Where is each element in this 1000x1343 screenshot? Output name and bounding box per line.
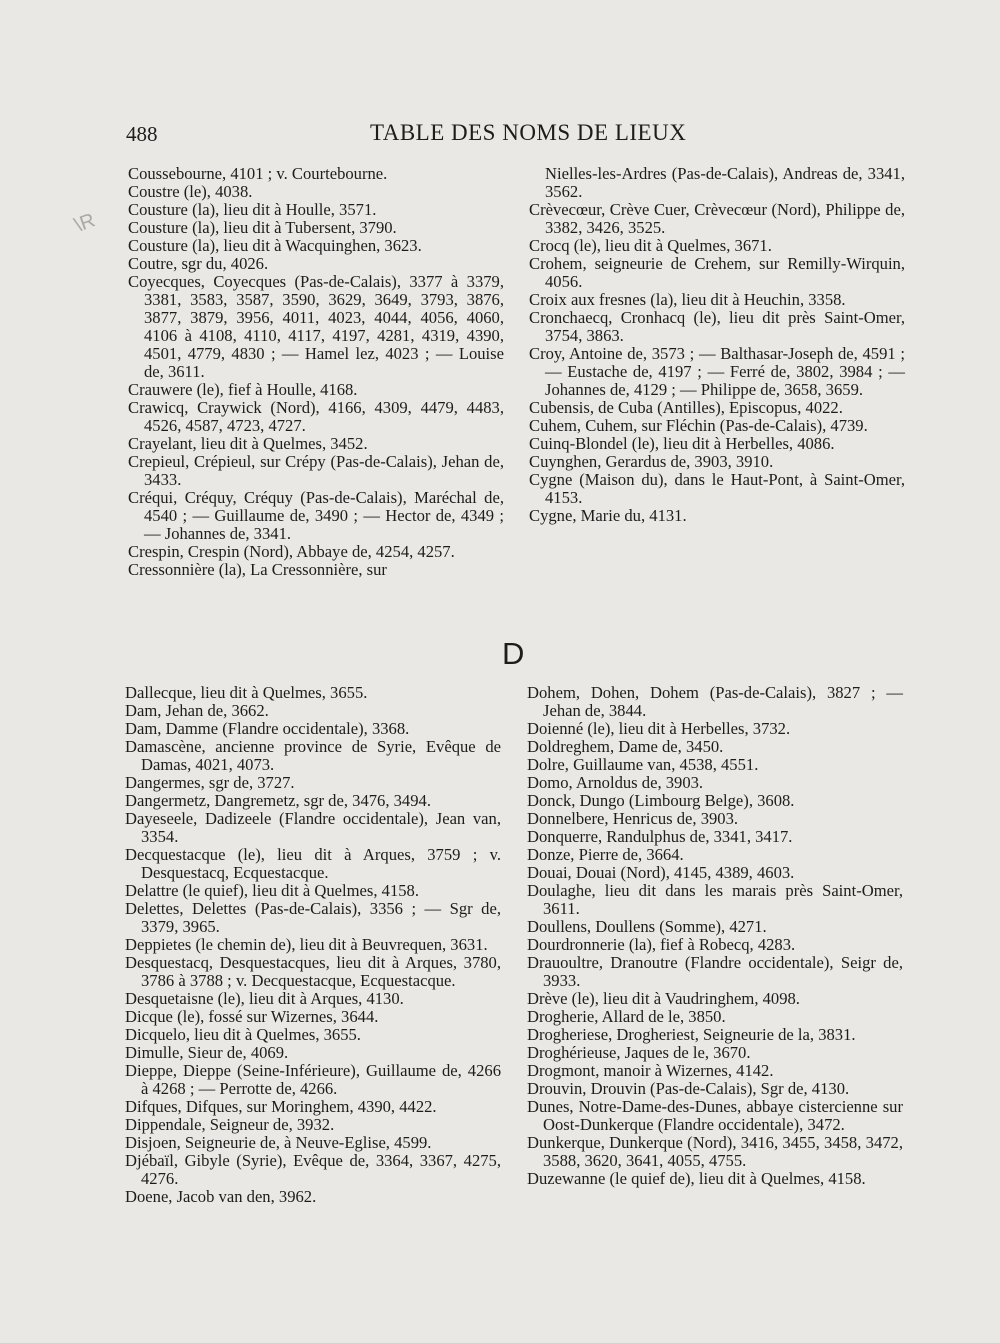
index-entry: Coussebourne, 4101 ; v. Courtebourne.	[128, 164, 388, 183]
index-entry: Crayelant, lieu dit à Quelmes, 3452.	[128, 434, 368, 453]
index-entry: Croix aux fresnes (la), lieu dit à Heuchin, 3358.	[529, 290, 846, 309]
page-number: 488	[126, 122, 158, 146]
index-entry: Cronchaecq, Cronhacq (le), lieu dit près Saint-Omer, 3754, 3863.	[529, 308, 905, 345]
index-entry: Cubensis, de Cuba (Antilles), Episcopus, 4022.	[529, 398, 843, 417]
index-entry: Drogherie, Allard de le, 3850.	[527, 1007, 726, 1026]
index-entry: Doulaghe, lieu dit dans les marais près Saint-Omer, 3611.	[527, 881, 903, 918]
index-entry: Dallecque, lieu dit à Quelmes, 3655.	[125, 683, 368, 702]
index-entry: Desquetaisne (le), lieu dit à Arques, 4130.	[125, 989, 404, 1008]
index-entry: Dicquelo, lieu dit à Quelmes, 3655.	[125, 1025, 361, 1044]
index-entry: Doldreghem, Dame de, 3450.	[527, 737, 724, 756]
index-entry: Dicque (le), fossé sur Wizernes, 3644.	[125, 1007, 379, 1026]
index-entry: Donquerre, Randulphus de, 3341, 3417.	[527, 827, 793, 846]
index-entry: Dangermetz, Dangremetz, sgr de, 3476, 3494.	[125, 791, 431, 810]
index-entry: Cygne, Marie du, 4131.	[529, 506, 687, 525]
index-entry: Doullens, Doullens (Somme), 4271.	[527, 917, 767, 936]
index-entry: Croy, Antoine de, 3573 ; — Balthasar-Joseph de, 4591 ; — Eustache de, 4197 ; — Ferré de, 3802, 3984 ; — Johannes de, 4129 ; — Philippe de, 3658, 3659.	[529, 344, 905, 399]
index-entry: Disjoen, Seigneurie de, à Neuve-Eglise, 4599.	[125, 1133, 432, 1152]
index-entry: Doienné (le), lieu dit à Herbelles, 3732.	[527, 719, 791, 738]
index-entry: Dimulle, Sieur de, 4069.	[125, 1043, 289, 1062]
index-entry: Dayeseele, Dadizeele (Flandre occidentale), Jean van, 3354.	[125, 809, 501, 846]
index-entry: Crèvecœur, Crève Cuer, Crèvecœur (Nord), Philippe de, 3382, 3426, 3525.	[529, 200, 905, 237]
column-d-right	[527, 684, 903, 1188]
index-entry: Coustre (le), 4038.	[128, 182, 253, 201]
index-entry: Domo, Arnoldus de, 3903.	[527, 773, 704, 792]
column-c-left	[128, 165, 504, 579]
index-entry: Crepieul, Crépieul, sur Crépy (Pas-de-Calais), Jehan de, 3433.	[128, 452, 504, 489]
index-entry: Djébaïl, Gibyle (Syrie), Evêque de, 3364, 3367, 4275, 4276.	[125, 1151, 501, 1188]
index-entry: Cygne (Maison du), dans le Haut-Pont, à Saint-Omer, 4153.	[529, 470, 905, 507]
index-entry: Donze, Pierre de, 3664.	[527, 845, 684, 864]
index-entry: Droghérieuse, Jaques de le, 3670.	[527, 1043, 751, 1062]
margin-pencil-note: \R	[71, 209, 98, 237]
index-entry: Dam, Damme (Flandre occidentale), 3368.	[125, 719, 410, 738]
index-entry: Dippendale, Seigneur de, 3932.	[125, 1115, 335, 1134]
section-letter-heading: D	[502, 636, 525, 671]
index-entry: Drogmont, manoir à Wizernes, 4142.	[527, 1061, 774, 1080]
index-entry: Damascène, ancienne province de Syrie, Evêque de Damas, 4021, 4073.	[125, 737, 501, 774]
index-entry: Drève (le), lieu dit à Vaudringhem, 4098.	[527, 989, 800, 1008]
index-entry: Decquestacque (le), lieu dit à Arques, 3759 ; v. Desquestacq, Ecquestacque.	[125, 845, 501, 882]
index-entry: Cuinq-Blondel (le), lieu dit à Herbelles, 4086.	[529, 434, 835, 453]
index-entry: Delattre (le quief), lieu dit à Quelmes, 4158.	[125, 881, 419, 900]
index-entry: Dourdronnerie (la), fief à Robecq, 4283.	[527, 935, 796, 954]
index-entry: Delettes, Delettes (Pas-de-Calais), 3356 ; — Sgr de, 3379, 3965.	[125, 899, 501, 936]
index-entry: Crespin, Crespin (Nord), Abbaye de, 4254, 4257.	[128, 542, 455, 561]
index-entry: Crauwere (le), fief à Houlle, 4168.	[128, 380, 358, 399]
index-entry: Donnelbere, Henricus de, 3903.	[527, 809, 739, 828]
index-entry: Crawicq, Craywick (Nord), 4166, 4309, 4479, 4483, 4526, 4587, 4723, 4727.	[128, 398, 504, 435]
index-entry: Deppietes (le chemin de), lieu dit à Beuvrequen, 3631.	[125, 935, 488, 954]
index-entry: Cousture (la), lieu dit à Houlle, 3571.	[128, 200, 377, 219]
index-entry: Drogheriese, Drogheriest, Seigneurie de la, 3831.	[527, 1025, 856, 1044]
index-entry: Drauoultre, Dranoutre (Flandre occidentale), Seigr de, 3933.	[527, 953, 903, 990]
index-entry: Duzewanne (le quief de), lieu dit à Quelmes, 4158.	[527, 1169, 866, 1188]
index-entry-continued: Nielles-les-Ardres (Pas-de-Calais), Andreas de, 3341, 3562.	[545, 164, 905, 201]
index-entry: Coyecques, Coyecques (Pas-de-Calais), 3377 à 3379, 3381, 3583, 3587, 3590, 3629, 3649, 3793, 3876, 3877, 3879, 3956, 4011, 4023, 4044, 4056, 4060, 4106 à 4108, 4110, 4117, 4197, 4281, 4319, 4390, 4501, 4779, 4830 ; — Hamel lez, 4023 ; — Louise de, 3611.	[128, 272, 504, 381]
index-entry: Cousture (la), lieu dit à Wacquinghen, 3623.	[128, 236, 422, 255]
index-entry: Dolre, Guillaume van, 4538, 4551.	[527, 755, 759, 774]
index-entry: Dangermes, sgr de, 3727.	[125, 773, 295, 792]
index-entry: Coutre, sgr du, 4026.	[128, 254, 269, 273]
index-entry: Douai, Douai (Nord), 4145, 4389, 4603.	[527, 863, 795, 882]
index-entry: Cuhem, Cuhem, sur Fléchin (Pas-de-Calais), 4739.	[529, 416, 868, 435]
index-entry: Doene, Jacob van den, 3962.	[125, 1187, 317, 1206]
index-entry: Cousture (la), lieu dit à Tubersent, 3790.	[128, 218, 397, 237]
index-entry: Crocq (le), lieu dit à Quelmes, 3671.	[529, 236, 772, 255]
index-entry: Dohem, Dohen, Dohem (Pas-de-Calais), 3827 ; — Jehan de, 3844.	[527, 683, 903, 720]
index-entry: Donck, Dungo (Limbourg Belge), 3608.	[527, 791, 795, 810]
index-entry: Difques, Difques, sur Moringhem, 4390, 4422.	[125, 1097, 437, 1116]
index-entry: Dunkerque, Dunkerque (Nord), 3416, 3455, 3458, 3472, 3588, 3620, 3641, 4055, 4755.	[527, 1133, 903, 1170]
index-entry: Drouvin, Drouvin (Pas-de-Calais), Sgr de, 4130.	[527, 1079, 850, 1098]
column-d-left	[125, 684, 501, 1206]
index-entry: Cressonnière (la), La Cressonnière, sur	[128, 560, 387, 579]
column-c-right	[529, 165, 905, 525]
running-title: TABLE DES NOMS DE LIEUX	[370, 120, 687, 145]
index-entry: Créqui, Créquy, Créquy (Pas-de-Calais), Maréchal de, 4540 ; — Guillaume de, 3490 ; — Hector de, 4349 ; — Johannes de, 3341.	[128, 488, 504, 543]
index-entry: Cuynghen, Gerardus de, 3903, 3910.	[529, 452, 774, 471]
index-entry: Dam, Jehan de, 3662.	[125, 701, 269, 720]
index-entry: Crohem, seigneurie de Crehem, sur Remilly-Wirquin, 4056.	[529, 254, 905, 291]
index-entry: Dunes, Notre-Dame-des-Dunes, abbaye cistercienne sur Oost-Dunkerque (Flandre occidentale), 3472.	[527, 1097, 903, 1134]
index-entry: Dieppe, Dieppe (Seine-Inférieure), Guillaume de, 4266 à 4268 ; — Perrotte de, 4266.	[125, 1061, 501, 1098]
index-entry: Desquestacq, Desquestacques, lieu dit à Arques, 3780, 3786 à 3788 ; v. Decquestacque, Ecquestacque.	[125, 953, 501, 990]
